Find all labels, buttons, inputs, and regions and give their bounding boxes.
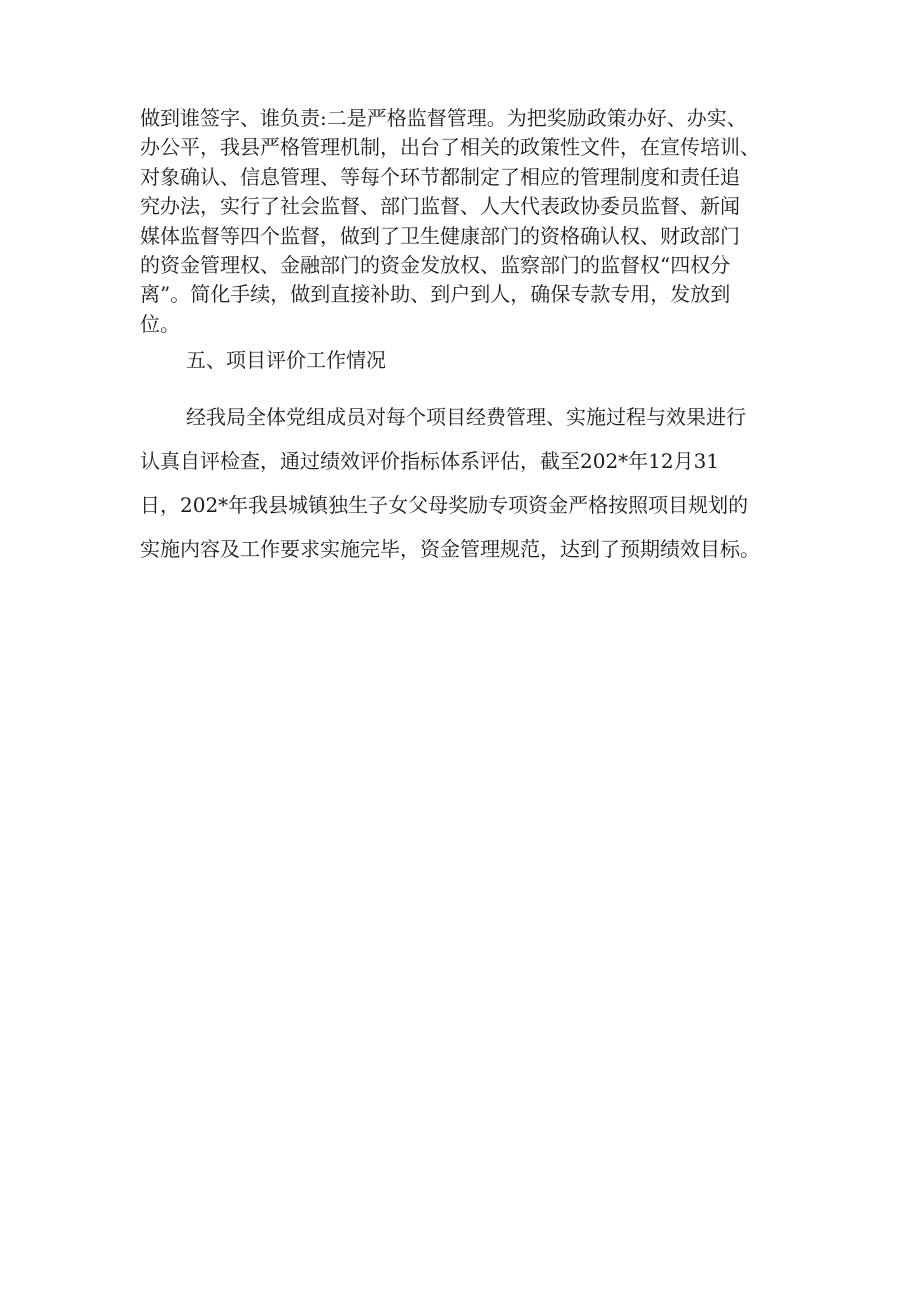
- text-line: 实施内容及工作要求实施完毕，资金管理规范，达到了预期绩效目标。: [140, 537, 760, 561]
- text-line: 经我局全体党组成员对每个项目经费管理、实施过程与效果进行: [186, 405, 746, 429]
- paragraph-supervision: [140, 104, 800, 339]
- section-heading: 五、项目评价工作情况: [186, 348, 386, 372]
- text-line: 对象确认、信息管理、等每个环节都制定了相应的管理制度和责任追: [140, 164, 740, 189]
- text-line: 媒体监督等四个监督，做到了卫生健康部门的资格确认权、财政部门: [140, 223, 740, 248]
- text-line: 离”。简化手续，做到直接补助、到户到人，确保专款专用，发放到: [140, 282, 731, 307]
- text-line: 办公平，我县严格管理机制，出台了相关的政策性文件，在宣传培训、: [140, 135, 760, 160]
- text-line: 究办法，实行了社会监督、部门监督、人大代表政协委员监督、新闻: [140, 194, 740, 219]
- text-line: 日，202*年我县城镇独生子女父母奖励专项资金严格按照项目规划的: [140, 493, 749, 517]
- text-line: 做到谁签字、谁负责:二是严格监督管理。为把奖励政策办好、办实、: [140, 106, 747, 130]
- text-line: 认真自评检查，通过绩效评价指标体系评估，截至202*年12月31: [140, 449, 720, 473]
- paragraph-evaluation: [140, 395, 800, 571]
- text-line: 位。: [140, 311, 180, 336]
- text-line: 的资金管理权、金融部门的资金发放权、监察部门的监督权“四权分: [140, 253, 731, 278]
